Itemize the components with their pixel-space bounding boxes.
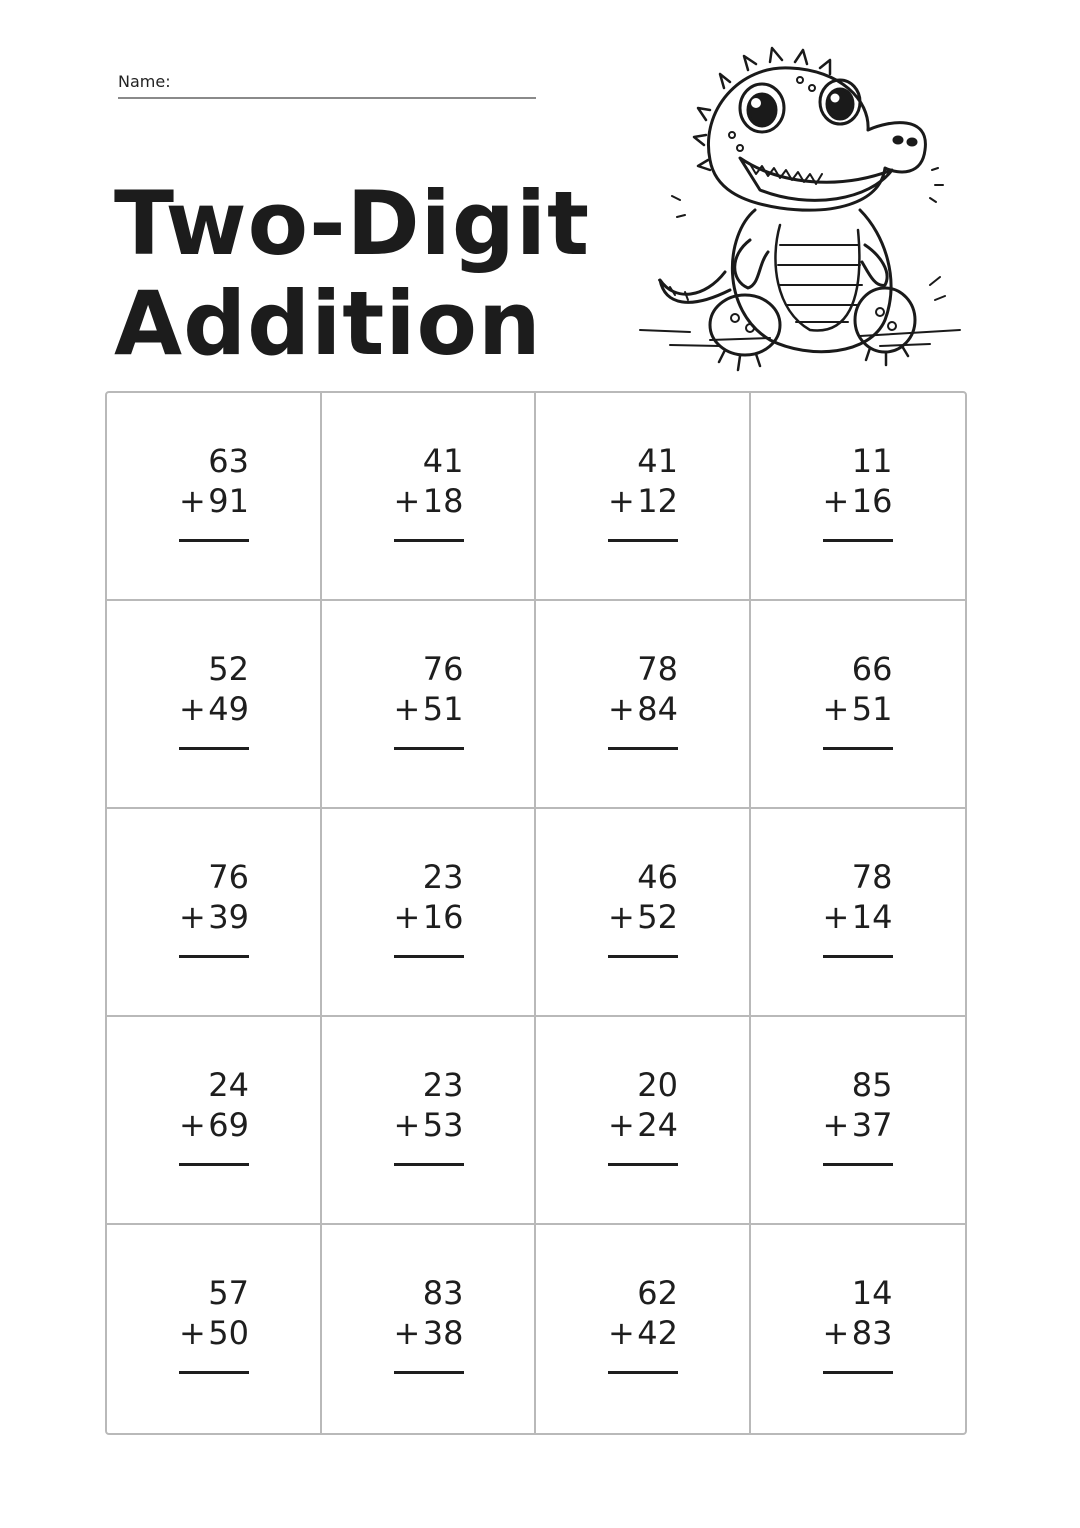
addend-bottom-row [608,689,678,729]
addend-bottom: 14 [851,898,893,936]
answer-line[interactable] [179,1163,249,1166]
answer-line[interactable] [608,747,678,750]
addend-bottom-row [823,897,893,937]
addition-problem [179,1273,249,1374]
plus-sign: + [393,690,421,728]
addend-bottom-row [179,897,249,937]
addend-top: 85 [851,1066,893,1104]
plus-sign: + [179,690,206,728]
plus-sign: + [179,482,206,520]
problem-cell[interactable] [751,393,966,601]
addend-bottom-row [179,481,249,521]
addition-problem [394,1273,464,1374]
addend-bottom: 18 [422,482,464,520]
addend-bottom: 24 [637,1106,678,1144]
addition-problem [823,649,893,750]
problem-cell[interactable] [536,809,751,1017]
addition-problem [179,649,249,750]
addend-bottom: 51 [851,690,893,728]
problem-cell[interactable] [751,1225,966,1433]
addend-top: 76 [208,858,249,896]
plus-sign: + [822,1106,850,1144]
addend-bottom: 83 [851,1314,893,1352]
problem-cell[interactable] [751,809,966,1017]
answer-line[interactable] [608,955,678,958]
addend-bottom-row [823,1105,893,1145]
addend-bottom-row [394,1105,464,1145]
addend-bottom: 39 [208,898,249,936]
plus-sign: + [822,482,850,520]
addend-bottom: 53 [422,1106,464,1144]
addend-bottom-row [823,689,893,729]
addend-bottom: 16 [851,482,893,520]
addition-problem [608,857,678,958]
answer-line[interactable] [179,1371,249,1374]
addend-bottom: 84 [637,690,678,728]
plus-sign: + [179,1314,206,1352]
answer-line[interactable] [179,955,249,958]
addend-bottom: 52 [637,898,678,936]
addend-top: 41 [637,442,678,480]
plus-sign: + [393,1106,421,1144]
addend-top: 23 [422,1066,464,1104]
plus-sign: + [608,690,635,728]
addend-bottom-row [394,897,464,937]
problem-cell[interactable] [536,393,751,601]
addend-top: 24 [208,1066,249,1104]
problem-cell[interactable] [107,1225,322,1433]
addend-bottom-row [608,897,678,937]
addend-bottom: 49 [208,690,249,728]
problem-cell[interactable] [536,601,751,809]
addition-problem [394,441,464,542]
addend-bottom-row [608,1313,678,1353]
answer-line[interactable] [823,955,893,958]
name-write-line[interactable] [118,97,536,99]
answer-line[interactable] [394,747,464,750]
addition-problem [394,857,464,958]
addition-problem [179,441,249,542]
plus-sign: + [608,482,635,520]
addend-bottom: 42 [637,1314,678,1352]
addend-top: 62 [637,1274,678,1312]
addend-top: 78 [637,650,678,688]
addend-top: 57 [208,1274,249,1312]
addition-problem [608,1273,678,1374]
addend-top: 46 [637,858,678,896]
answer-line[interactable] [394,539,464,542]
answer-line[interactable] [394,1371,464,1374]
addend-top: 83 [422,1274,464,1312]
addition-problem [823,1273,893,1374]
title-line-2: Addition [114,272,542,375]
problem-cell[interactable] [751,601,966,809]
addend-bottom: 50 [208,1314,249,1352]
addend-bottom: 16 [422,898,464,936]
addend-bottom-row [394,689,464,729]
answer-line[interactable] [823,1371,893,1374]
addend-bottom-row [394,1313,464,1353]
plus-sign: + [393,898,421,936]
plus-sign: + [179,898,206,936]
addend-bottom-row [179,689,249,729]
name-field[interactable] [118,70,536,100]
addend-bottom: 38 [422,1314,464,1352]
problem-cell[interactable] [322,1225,537,1433]
problem-grid [105,391,967,1435]
addend-top: 11 [851,442,893,480]
plus-sign: + [393,1314,421,1352]
addend-top: 66 [851,650,893,688]
problem-cell[interactable] [107,601,322,809]
addition-problem [394,1065,464,1166]
answer-line[interactable] [179,539,249,542]
addend-bottom-row [823,481,893,521]
addend-top: 52 [208,650,249,688]
title-line-1: Two-Digit [114,172,591,275]
addend-top: 20 [637,1066,678,1104]
addition-problem [823,857,893,958]
addition-problem [394,649,464,750]
problem-cell[interactable] [322,1017,537,1225]
problem-cell[interactable] [322,809,537,1017]
answer-line[interactable] [608,539,678,542]
addend-top: 41 [422,442,464,480]
answer-line[interactable] [179,747,249,750]
addend-bottom: 91 [208,482,249,520]
plus-sign: + [608,898,635,936]
addition-problem [608,1065,678,1166]
answer-line[interactable] [823,1163,893,1166]
addition-problem [179,857,249,958]
problem-cell[interactable] [107,1017,322,1225]
addend-bottom-row [823,1313,893,1353]
problem-cell[interactable] [107,393,322,601]
answer-line[interactable] [823,747,893,750]
addend-top: 63 [208,442,249,480]
addition-problem [823,1065,893,1166]
answer-line[interactable] [823,539,893,542]
plus-sign: + [393,482,421,520]
addend-top: 76 [422,650,464,688]
answer-line[interactable] [608,1371,678,1374]
problem-cell[interactable] [536,1225,751,1433]
answer-line[interactable] [394,1163,464,1166]
addition-problem [823,441,893,542]
plus-sign: + [822,898,850,936]
addend-bottom: 37 [851,1106,893,1144]
plus-sign: + [179,1106,206,1144]
addend-top: 78 [851,858,893,896]
addition-problem [179,1065,249,1166]
answer-line[interactable] [608,1163,678,1166]
addition-problem [608,441,678,542]
plus-sign: + [822,1314,850,1352]
worksheet-title [114,174,590,374]
addend-bottom-row [179,1313,249,1353]
addend-bottom: 69 [208,1106,249,1144]
problem-cell[interactable] [536,1017,751,1225]
plus-sign: + [608,1314,635,1352]
problem-cell[interactable] [107,809,322,1017]
addend-top: 23 [422,858,464,896]
problem-cell[interactable] [322,601,537,809]
plus-sign: + [608,1106,635,1144]
addend-bottom: 51 [422,690,464,728]
crocodile-icon [630,40,975,385]
addend-bottom: 12 [637,482,678,520]
addend-bottom-row [394,481,464,521]
addend-top: 14 [851,1274,893,1312]
addend-bottom-row [179,1105,249,1145]
addend-bottom-row [608,481,678,521]
addend-bottom-row [608,1105,678,1145]
plus-sign: + [822,690,850,728]
addition-problem [608,649,678,750]
problem-cell[interactable] [322,393,537,601]
problem-cell[interactable] [751,1017,966,1225]
answer-line[interactable] [394,955,464,958]
name-label: Name: [118,72,171,91]
